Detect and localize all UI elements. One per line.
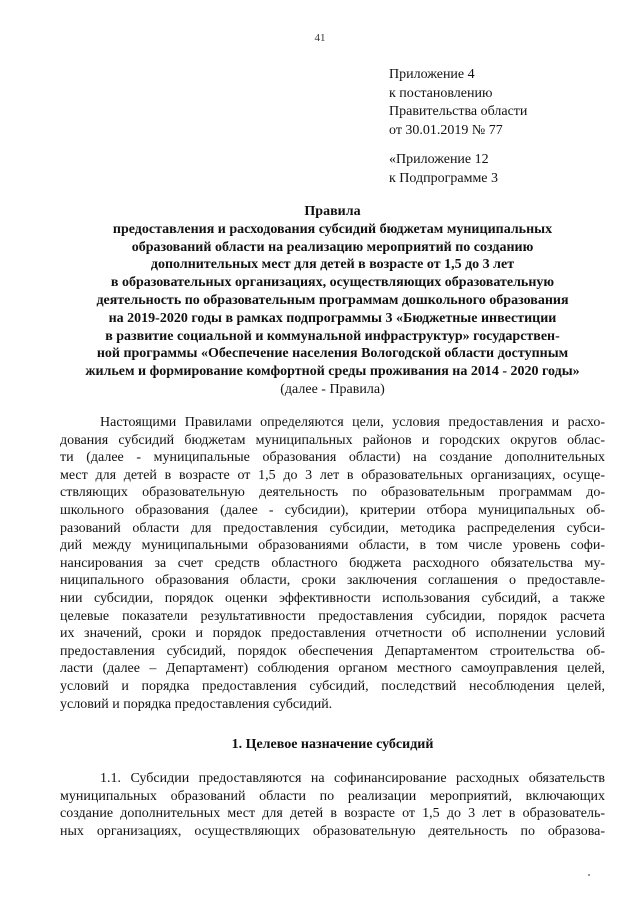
- paragraph-line: мест для детей в возрасте от 1,5 до 3 лет в образовательных организациях, осуще-: [60, 467, 605, 483]
- paragraph-line: ниципального образования области, сроки заключения соглашения о предоставле-: [60, 573, 605, 589]
- document-title: [60, 203, 605, 399]
- title-line: образований области на реализацию мероприятий по созданию: [131, 239, 534, 255]
- title-suffix: (далее - Правила): [280, 381, 385, 397]
- paragraph-line: дования субсидий бюджетам муниципальных районов и городских округов облас-: [60, 432, 605, 448]
- intro-paragraph: [60, 414, 605, 713]
- title-line: дополнительных мест для детей в возрасте от 1,5 до 3 лет: [150, 257, 515, 273]
- paragraph-line: создание дополнительных мест для детей в возрасте от 1,5 до 3 лет в образователь-: [60, 806, 605, 822]
- paragraph-line: Настоящими Правилами определяются цели, условия предоставления и расхо-: [100, 415, 605, 430]
- paragraph-line: разований области для предоставления субсидии, методика распределения субси-: [60, 520, 605, 536]
- title-line: предоставления и расходования субсидий бюджетам муниципальных: [112, 221, 553, 237]
- paragraph-line: ласти (далее – Департамент) соблюдения органом местного самоуправления целей,: [60, 661, 605, 677]
- paragraph-line: дий между муниципальными образованиями области, в том числе уровень софи-: [60, 538, 605, 554]
- paragraph-line: целевые показатели результативности предоставления субсидии, порядок расчета: [60, 608, 605, 624]
- title-line: жильем и формирование комфортной среды проживания на 2014 - 2020 годы»: [85, 364, 580, 380]
- appendix-line: Правительства области: [389, 104, 528, 119]
- appendix-reference: [389, 66, 527, 140]
- appendix-line: Приложение 4: [389, 67, 475, 82]
- paragraph-line: нансирования за счет средств областного бюджета расходного обязательства му-: [60, 555, 605, 571]
- title-line: ной программы «Обеспечение населения Вологодской области доступным: [96, 346, 569, 362]
- paragraph-line: условий и порядка предоставления субсидий, последствий несоблюдения целей,: [60, 678, 605, 694]
- title-heading: Правила: [304, 204, 361, 219]
- paragraph-line: условий и порядка предоставления субсидий.: [60, 696, 333, 712]
- appendix-line: «Приложение 12: [389, 152, 489, 167]
- paragraph-line: нии субсидии, порядок оценки эффективности использования субсидий, а также: [60, 590, 605, 606]
- scan-speck: [588, 874, 590, 876]
- paragraph-line: 1.1. Субсидии предоставляются на софинансирование расходных обязательств: [100, 771, 605, 786]
- appendix-line: от 30.01.2019 № 77: [389, 122, 503, 138]
- paragraph-line: школьного образования (далее - субсидии), критерии отбора муниципальных об-: [60, 502, 605, 518]
- title-line: в образовательных организациях, осуществляющих образовательную: [110, 275, 555, 291]
- appendix-line: к постановлению: [389, 85, 493, 101]
- title-line: в развитие социальной и коммунальной инфраструктур» государствен-: [105, 328, 560, 344]
- paragraph-line: муниципальных образований области по реализации мероприятий, включающих: [60, 788, 605, 804]
- page-number: 41: [314, 32, 326, 44]
- paragraph-line: ти (далее - муниципальные образования области) на создание дополнительных: [60, 450, 605, 466]
- paragraph-line: предоставления субсидий, порядок обеспечения Департаментом строительства об-: [60, 643, 605, 659]
- section-heading: 1. Целевое назначение субсидий: [231, 737, 434, 752]
- clause-1-1-paragraph: [60, 770, 605, 840]
- title-line: деятельность по образовательным программам дошкольного образования: [96, 292, 569, 308]
- paragraph-line: их значений, сроки и порядок предоставления отчетности об исполнении условий: [60, 626, 605, 642]
- appendix-line: к Подпрограмме 3: [389, 170, 499, 186]
- title-line: на 2019-2020 годы в рамках подпрограммы 3 «Бюджетные инвестиции: [108, 310, 557, 326]
- subprogram-appendix-reference: [389, 151, 498, 188]
- paragraph-line: ных организациях, осуществляющих образовательную деятельность по образова-: [60, 823, 605, 839]
- paragraph-line: ствляющих образовательную деятельность по образовательным программам до-: [60, 485, 605, 501]
